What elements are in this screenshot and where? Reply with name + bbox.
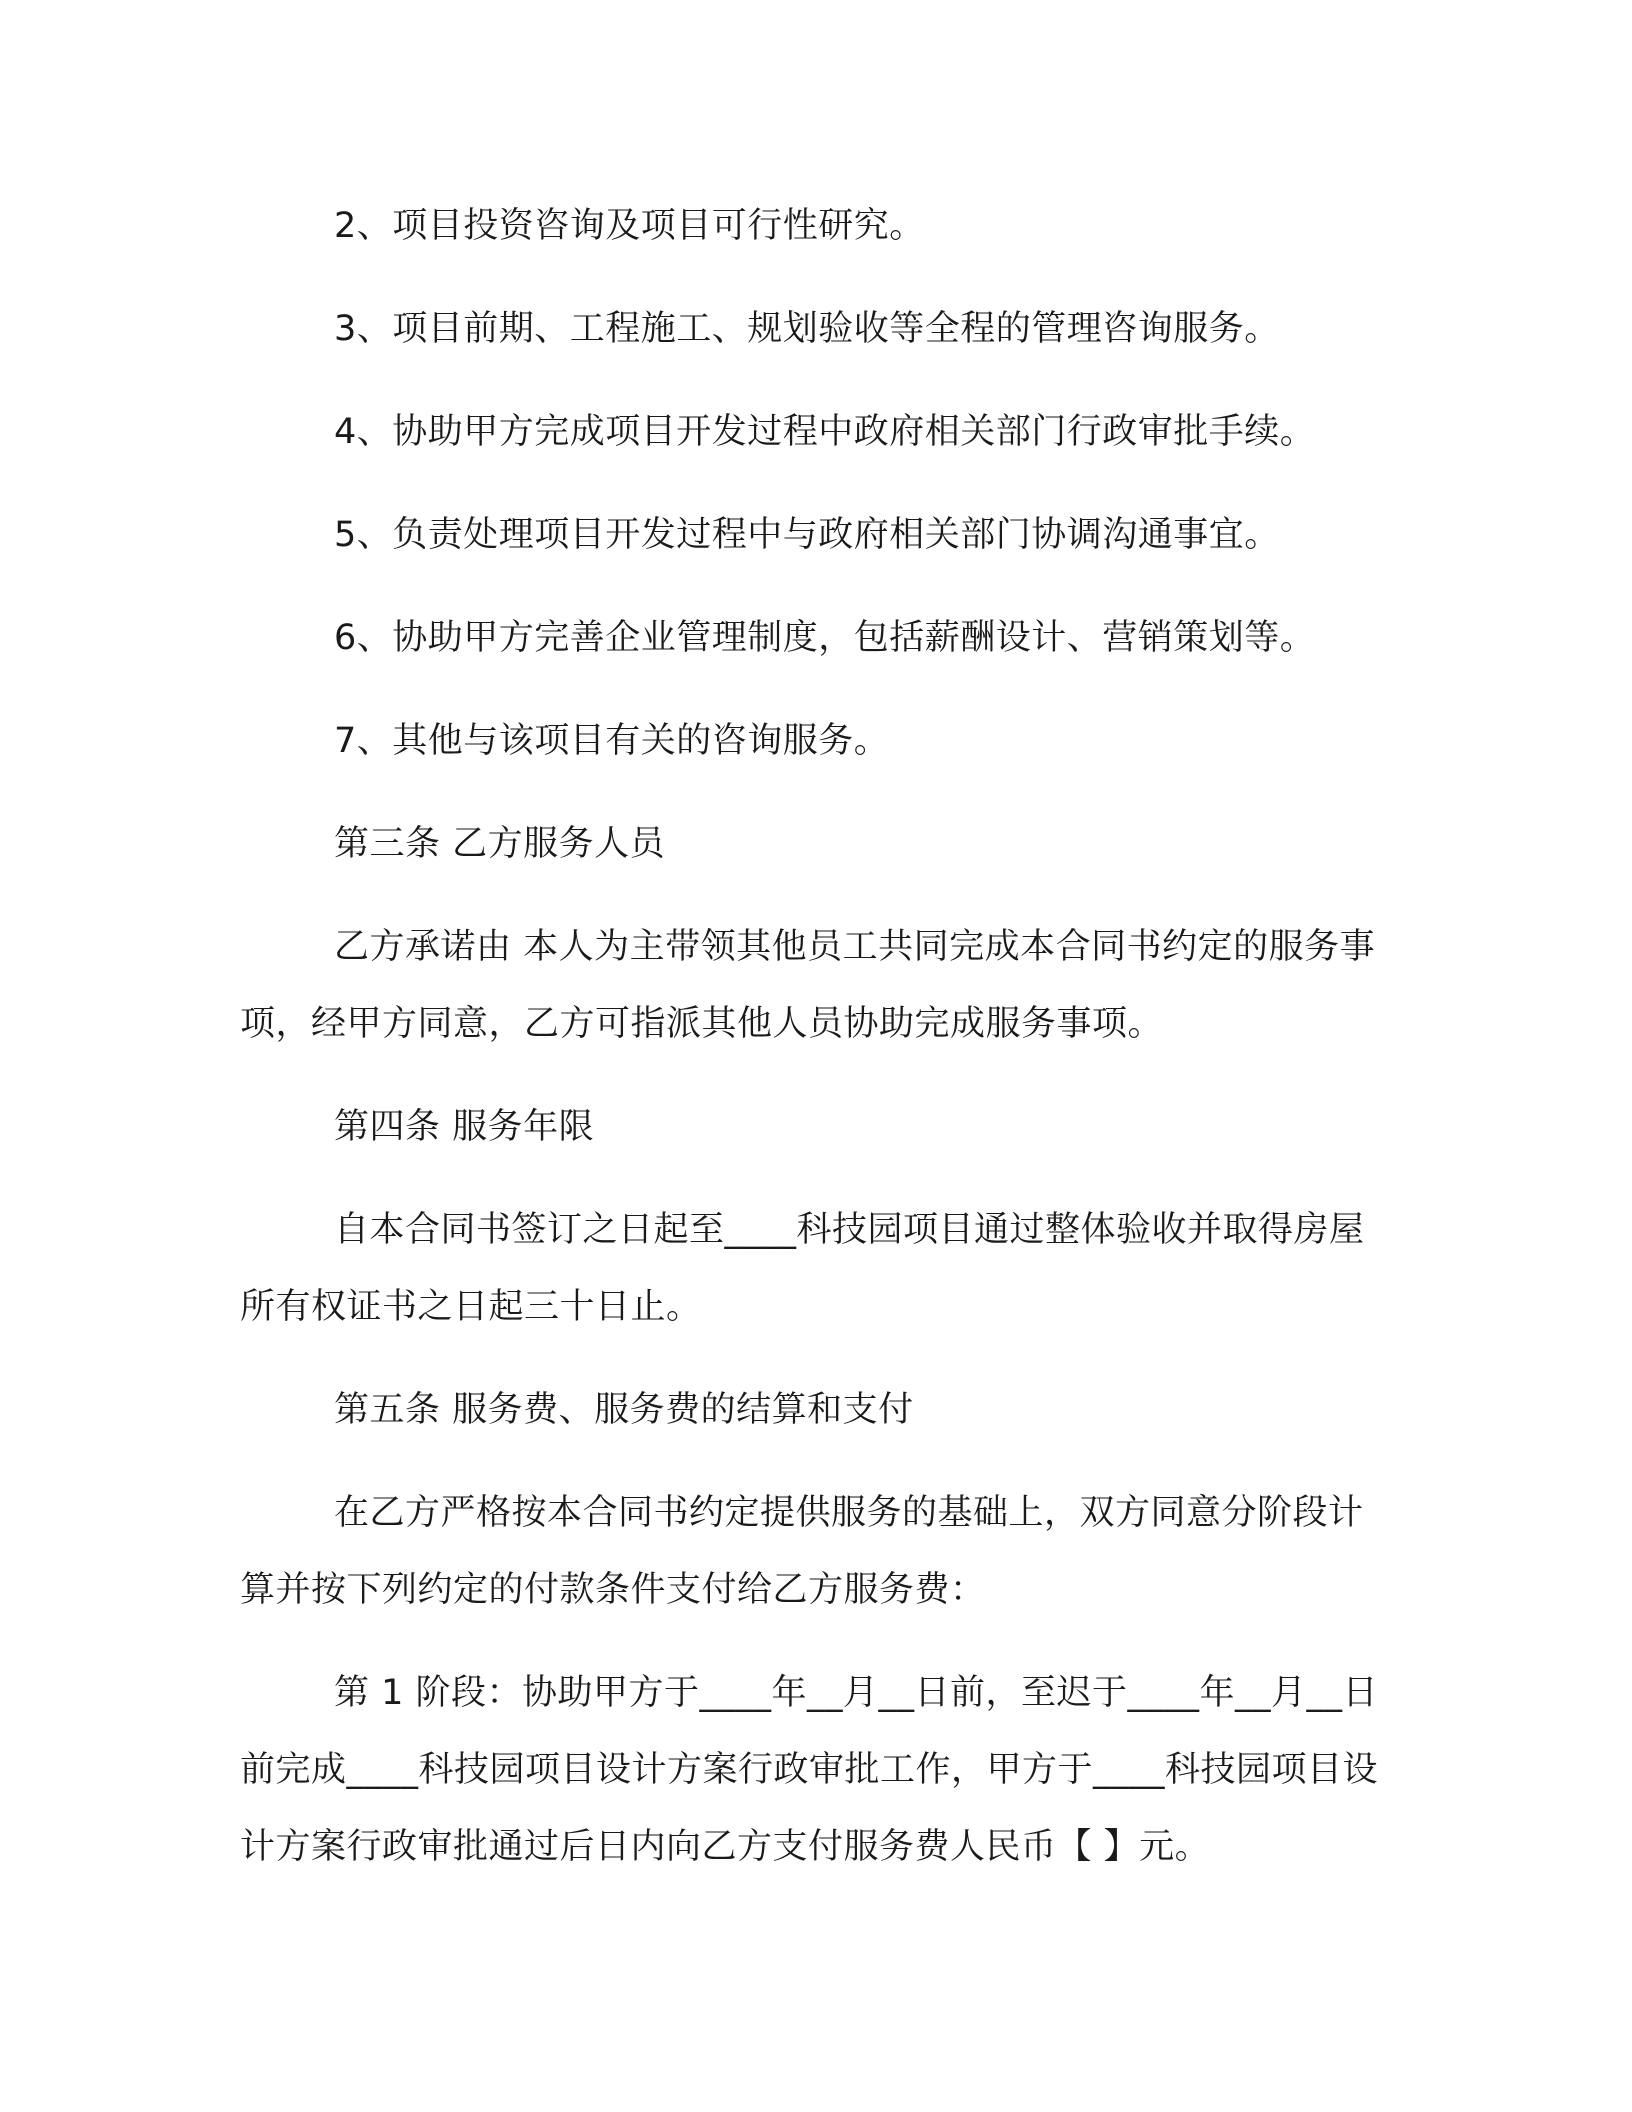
article-5-stage-1: 第 1 阶段：协助甲方于____年__月__日前，至迟于____年__月__日前完成____科技园项目设计方案行政审批工作，甲方于____科技园项目设计方案行政审批通过后日内向乙方支付服务费人民币【 】元。: [240, 1673, 1379, 1867]
service-item-5: 5、负责处理项目开发过程中与政府相关部门协调沟通事宜。: [334, 515, 1280, 555]
service-item-3: 3、项目前期、工程施工、规划验收等全程的管理咨询服务。: [334, 309, 1280, 349]
service-item-2: 2、项目投资咨询及项目可行性研究。: [334, 206, 925, 246]
service-item-7: 7、其他与该项目有关的咨询服务。: [334, 721, 890, 761]
article-4-heading: 第四条 服务年限: [334, 1107, 595, 1147]
service-item-4: 4、协助甲方完成项目开发过程中政府相关部门行政审批手续。: [334, 412, 1316, 452]
document-body: [240, 188, 1380, 1912]
article-4-body: 自本合同书签订之日起至____科技园项目通过整体验收并取得房屋所有权证书之日起三十日止。: [240, 1210, 1365, 1327]
article-5-intro: 在乙方严格按本合同书约定提供服务的基础上，双方同意分阶段计算并按下列约定的付款条件支付给乙方服务费：: [240, 1493, 1364, 1610]
article-3-heading: 第三条 乙方服务人员: [334, 824, 666, 864]
article-3-body: 乙方承诺由 本人为主带领其他员工共同完成本合同书约定的服务事项，经甲方同意，乙方可指派其他人员协助完成服务事项。: [240, 927, 1376, 1044]
service-item-6: 6、协助甲方完善企业管理制度，包括薪酬设计、营销策划等。: [334, 618, 1316, 658]
article-5-heading: 第五条 服务费、服务费的结算和支付: [334, 1390, 914, 1430]
